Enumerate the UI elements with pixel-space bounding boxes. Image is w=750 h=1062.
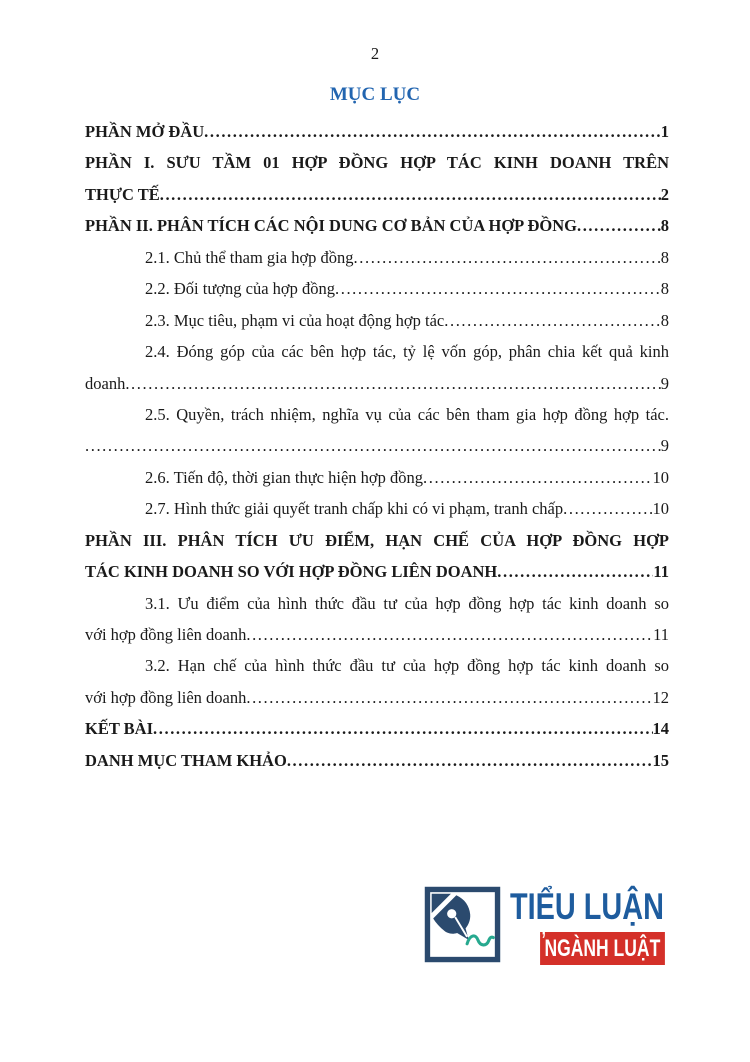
toc-entry (85, 399, 669, 430)
toc-entry-text: TÁC KINH DOANH SO VỚI HỢP ĐỒNG LIÊN DOANH (85, 562, 498, 582)
toc-entry (85, 713, 669, 744)
toc-dot-leader (577, 210, 661, 241)
toc-page-number: 10 (652, 467, 669, 487)
toc-page-number: 8 (660, 216, 669, 236)
toc-dot-leader (246, 619, 653, 650)
toc-entry-text: 2.1. Chủ thể tham gia hợp đồng (145, 247, 354, 267)
toc-page-number: 15 (652, 750, 669, 770)
page-number: 2 (370, 44, 380, 63)
toc-dot-leader (153, 713, 652, 744)
toc-page-number: 8 (660, 279, 669, 299)
toc-entry-text: PHẦN MỞ ĐẦU (85, 122, 205, 141)
logo-badge-text: NGÀNH LUẬT (544, 935, 661, 962)
toc-page-number: 11 (653, 625, 669, 644)
toc-entry-text: 2.7. Hình thức giải quyết tranh chấp khi có vi phạm, tranh chấp (145, 499, 564, 519)
toc-page-number: 8 (660, 310, 669, 330)
toc-dot-leader (125, 368, 660, 399)
toc-dot-leader (444, 305, 661, 336)
toc-dot-leader (563, 493, 652, 524)
toc-entry-text: 2.5. Quyền, trách nhiệm, nghĩa vụ của các bên tham gia hợp đồng hợp tác. (145, 404, 669, 424)
toc-page-number: 1 (660, 122, 669, 141)
pen-nib-icon (424, 886, 501, 963)
toc-entry (85, 556, 669, 587)
toc-entry (85, 682, 669, 713)
toc-entry-text: KẾT BÀI (85, 719, 154, 739)
toc-entry (85, 493, 669, 524)
logo-badge-mark: ’ (541, 927, 547, 952)
toc-entry-text: với hợp đồng liên doanh (85, 625, 247, 644)
logo-text-block (510, 886, 665, 963)
toc-dot-leader (335, 273, 661, 304)
toc-entry-text: PHẦN II. PHÂN TÍCH CÁC NỘI DUNG CƠ BẢN CỦA HỢP ĐỒNG (85, 216, 577, 236)
toc-page-number: 9 (660, 373, 669, 393)
toc-page-number: 9 (660, 436, 669, 456)
toc-entry-text: 2.6. Tiến độ, thời gian thực hiện hợp đồng (145, 467, 424, 487)
toc-entry (85, 179, 669, 210)
toc-dot-leader (354, 242, 661, 273)
logo-title: TIỂU LUẬN (510, 886, 664, 927)
toc-entry-text: PHẦN I. SƯU TẦM 01 HỢP ĐỒNG HỢP TÁC KINH DOANH TRÊN (85, 153, 669, 173)
toc-entry-text: THỰC TẾ (85, 184, 160, 204)
logo-badge (540, 927, 665, 965)
toc-entry (85, 525, 669, 556)
toc-entry (85, 588, 669, 619)
toc-page-number: 11 (653, 562, 669, 582)
toc-list (85, 116, 669, 776)
toc-entry (85, 210, 669, 241)
toc-dot-leader (423, 462, 652, 493)
toc-entry-text: 3.2. Hạn chế của hình thức đầu tư của hợp đồng hợp tác kinh doanh so (145, 656, 669, 676)
toc-entry (85, 147, 669, 178)
toc-dot-leader (497, 556, 653, 587)
toc-page-number: 2 (660, 184, 669, 204)
toc-entry-text: DANH MỤC THAM KHẢO (85, 750, 287, 770)
toc-dot-leader (287, 745, 653, 776)
toc-entry-text: 2.3. Mục tiêu, phạm vi của hoạt động hợp tác (145, 310, 445, 330)
toc-page-number: 8 (660, 247, 669, 267)
toc-entry (85, 273, 669, 304)
toc-entry (85, 745, 669, 776)
toc-title: MỤC LỤC (329, 84, 421, 105)
toc-dot-leader (85, 430, 661, 461)
toc-entry (85, 336, 669, 367)
toc-entry (85, 650, 669, 681)
toc-entry (85, 116, 669, 147)
toc-entry (85, 462, 669, 493)
toc-entry-text: với hợp đồng liên doanh (85, 687, 247, 707)
toc-entry-text: 3.1. Ưu điểm của hình thức đầu tư của hợp đồng hợp tác kinh doanh so (145, 593, 669, 613)
toc-dot-leader (160, 179, 661, 210)
toc-entry (85, 368, 669, 399)
toc-dot-leader (246, 682, 652, 713)
toc-entry-text: 2.4. Đóng góp của các bên hợp tác, tỷ lệ vốn góp, phân chia kết quả kinh (145, 342, 669, 362)
toc-entry (85, 619, 669, 650)
toc-entry-text: 2.2. Đối tượng của hợp đồng (145, 279, 335, 299)
toc-entry-text: doanh (85, 373, 126, 393)
toc-page-number: 10 (652, 499, 669, 519)
toc-dot-leader (204, 116, 661, 147)
toc-entry-text: PHẦN III. PHÂN TÍCH ƯU ĐIỂM, HẠN CHẾ CỦA HỢP ĐỒNG HỢP (85, 530, 669, 550)
toc-entry (85, 430, 669, 461)
toc-entry (85, 305, 669, 336)
toc-page-number: 12 (652, 687, 669, 707)
brand-logo (424, 886, 665, 963)
toc-entry (85, 242, 669, 273)
toc-page-number: 14 (652, 719, 669, 739)
